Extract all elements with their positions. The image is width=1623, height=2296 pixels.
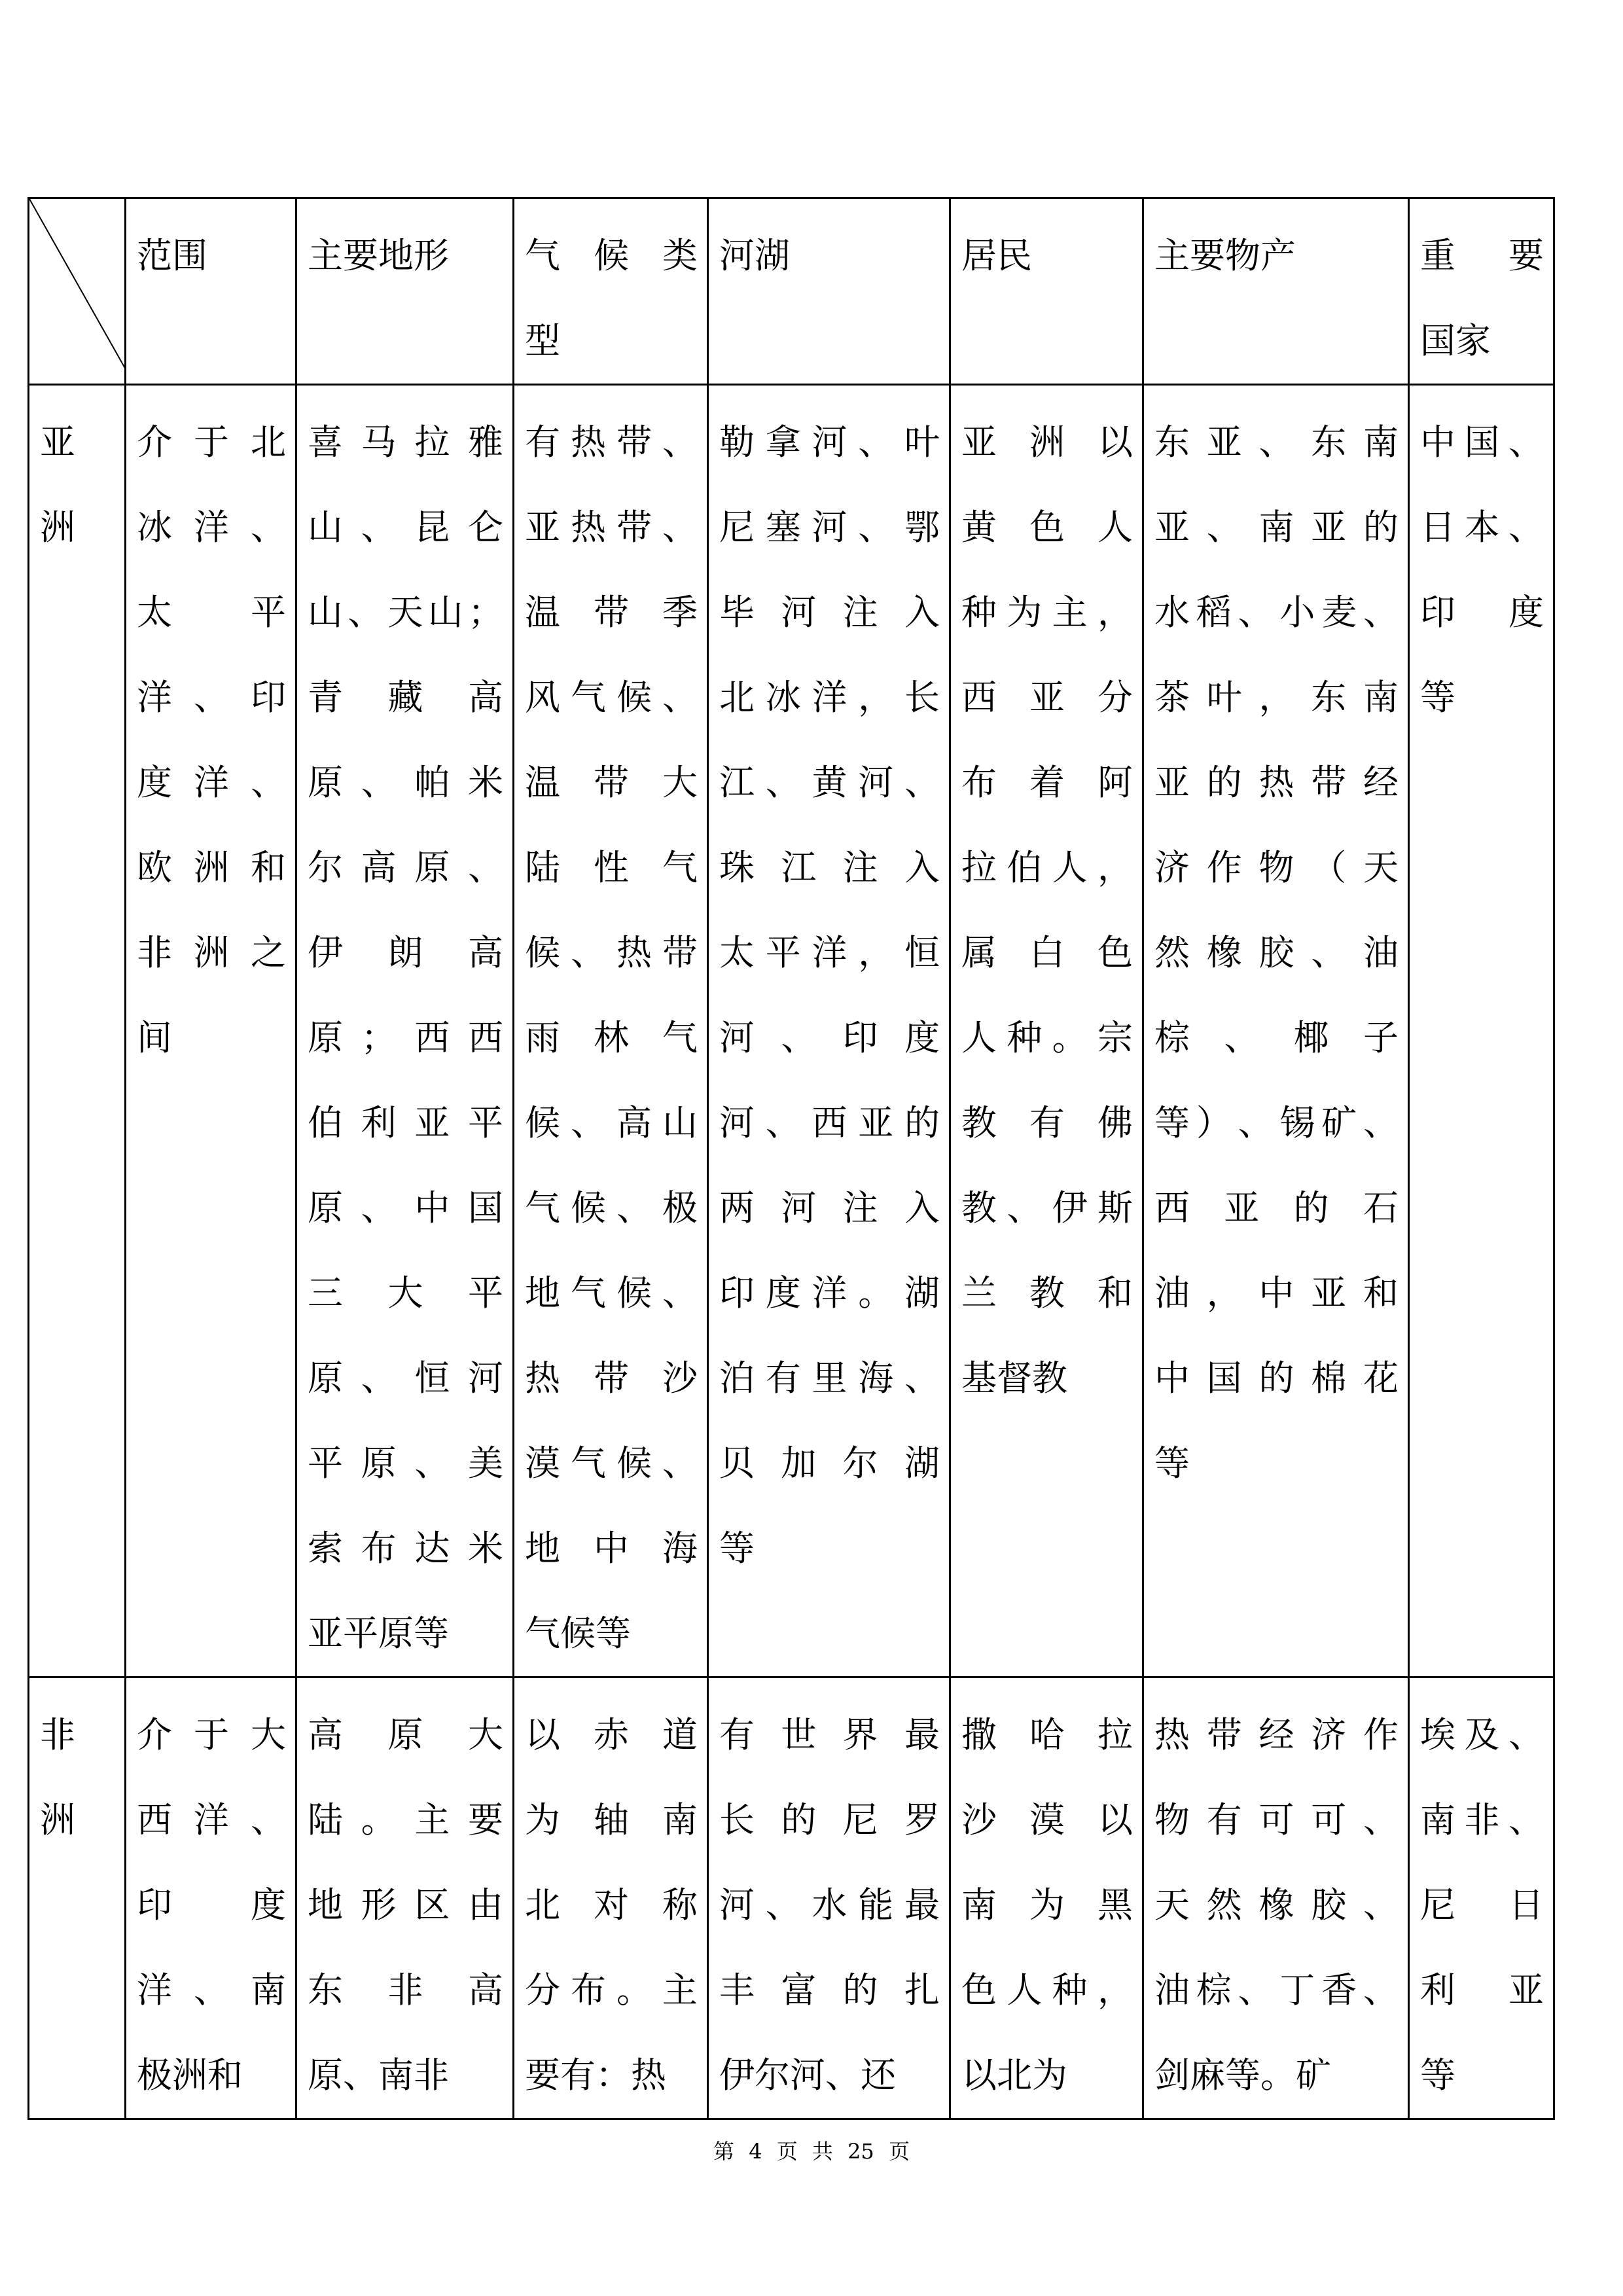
cell-text-line: 亚 热 带 、 [525,507,698,548]
cell-text-line: 印 度 洋 。 湖 [719,1272,940,1314]
cell-text-line: 种 为 主 ， [961,592,1133,633]
cell-text-line: 埃 及 、 [1420,1714,1544,1755]
cell-text-line: 为 轴 南 [525,1799,698,1840]
diagonal-line [29,199,126,370]
cell-text-line: 地 中 海 [525,1528,698,1569]
cell-text-line: 候 、 热 带 [525,932,698,973]
cell-text-line: 教 、 伊 斯 [961,1187,1133,1229]
cell-text-line: 伊 朗 高 [308,932,503,973]
cell-range [126,385,296,1677]
cell-text-line: 非 [40,1714,75,1755]
cell-text-line: 气 候 类 [525,235,698,276]
cell-climate [514,385,708,1677]
cell-text-line: 以 北 为 [961,2054,1067,2096]
cell-residents [950,1677,1143,2119]
cell-text-line: 河 、 西 亚 的 [719,1102,940,1143]
cell-text-line: 太 平 [137,592,286,633]
cell-text-line: 等 [719,1528,755,1569]
cell-text-line: 温 带 大 [525,762,698,803]
cell-text-line: 高 原 大 [308,1714,503,1755]
cell-text-line: 亚 [40,422,75,463]
cell-text-line: 两 河 注 入 [719,1187,940,1229]
cell-text-line: 间 [137,1017,172,1058]
cell-text-line: 东 亚 、 东 南 [1154,422,1399,463]
cell-text-line: 国 家 [1420,320,1491,361]
cell-text-line: 原 、 帕 米 [308,762,503,803]
cell-text-line: 极 洲 和 [137,2054,243,2096]
header-climate [514,198,708,385]
cell-text-line: 气 候 、 极 [525,1187,698,1229]
cell-text-line: 要 有 ： 热 [525,2054,666,2096]
cell-text-line: 气 候 等 [525,1613,631,1654]
cell-text-line: 伯 利 亚 平 [308,1102,503,1143]
cell-text-line: 原 、 恒 河 [308,1357,503,1399]
cell-text-line: 地 气 候 、 [525,1272,698,1314]
cell-text-line: 印 度 [1420,592,1544,633]
cell-text-line: 亚 平 原 等 [308,1613,449,1654]
cell-text-line: 洲 [40,1799,75,1840]
header-rivers [708,198,950,385]
cell-rivers [708,1677,950,2119]
cell-text-line: 拉 伯 人 ， [961,847,1133,888]
cell-text-line: 陆 。 主 要 [308,1799,503,1840]
cell-text-line: 原 、 中 国 [308,1187,503,1229]
cell-text-line: 重 要 [1420,235,1544,276]
header-range [126,198,296,385]
cell-text-line: 泊 有 里 海 、 [719,1357,940,1399]
cell-text-line: 太 平 洋 ， 恒 [719,932,940,973]
cell-text-line: 油 ， 中 亚 和 [1154,1272,1399,1314]
cell-text-line: 南 为 黑 [961,1884,1133,1926]
cell-text-line: 主 要 物 产 [1154,235,1296,276]
header-countries [1409,198,1554,385]
cell-text-line: 沙 漠 以 [961,1799,1133,1840]
cell-text-line: 山 、 天 山 ； [308,592,503,633]
cell-text-line: 洲 [40,507,75,548]
cell-text-line: 珠 江 注 入 [719,847,940,888]
cell-text-line: 欧 洲 和 [137,847,286,888]
cell-text-line: 等 [1420,2054,1455,2096]
cell-residents [950,385,1143,1677]
cell-text-line: 风 气 候 、 [525,677,698,718]
cell-text-line: 河 湖 [719,235,790,276]
cell-text-line: 漠 气 候 、 [525,1443,698,1484]
cell-text-line: 毕 河 注 入 [719,592,940,633]
cell-text-line: 索 布 达 米 [308,1528,503,1569]
cell-text-line: 勒 拿 河 、 叶 [719,422,940,463]
cell-text-line: 范 围 [137,235,207,276]
cell-text-line: 陆 性 气 [525,847,698,888]
cell-text-line: 河 、 水 能 最 [719,1884,940,1926]
cell-rivers [708,385,950,1677]
cell-text-line: 属 白 色 [961,932,1133,973]
cell-text-line: 地 形 区 由 [308,1884,503,1926]
table-row-africa [29,1677,1554,2119]
cell-continent [29,385,126,1677]
cell-text-line: 西 亚 的 石 [1154,1187,1399,1229]
cell-text-line: 中 国 、 [1420,422,1544,463]
cell-terrain [296,385,514,1677]
cell-text-line: 雨 林 气 [525,1017,698,1058]
cell-text-line: 北 冰 洋 ， 长 [719,677,940,718]
cell-text-line: 候 、 高 山 [525,1102,698,1143]
cell-text-line: 平 原 、 美 [308,1443,503,1484]
cell-text-line: 青 藏 高 [308,677,503,718]
cell-text-line: 原 、 南 非 [308,2054,449,2096]
cell-text-line: 有 热 带 、 [525,422,698,463]
header-row [29,198,1554,385]
cell-countries [1409,1677,1554,2119]
cell-text-line: 等 ） 、 锡 矿 、 [1154,1102,1399,1143]
cell-text-line: 贝 加 尔 湖 [719,1443,940,1484]
cell-text-line: 布 着 阿 [961,762,1133,803]
cell-text-line: 东 非 高 [308,1969,503,2011]
cell-text-line: 尔 高 原 、 [308,847,503,888]
cell-text-line: 西 亚 分 [961,677,1133,718]
cell-products [1143,1677,1409,2119]
cell-text-line: 兰 教 和 [961,1272,1133,1314]
page-number: 第 4 页 共 25 页 [713,2139,910,2164]
cell-text-line: 剑 麻 等 。 矿 [1154,2054,1331,2096]
cell-text-line: 水 稻 、 小 麦 、 [1154,592,1399,633]
cell-text-line: 尼 塞 河 、 鄂 [719,507,940,548]
cell-text-line: 茶 叶 ， 东 南 [1154,677,1399,718]
cell-text-line: 河 、 印 度 [719,1017,940,1058]
cell-text-line: 基 督 教 [961,1357,1067,1399]
cell-text-line: 丰 富 的 扎 [719,1969,940,2011]
cell-range [126,1677,296,2119]
cell-terrain [296,1677,514,2119]
cell-text-line: 教 有 佛 [961,1102,1133,1143]
cell-text-line: 亚 洲 以 [961,422,1133,463]
cell-text-line: 三 大 平 [308,1272,503,1314]
cell-text-line: 有 世 界 最 [719,1714,940,1755]
cell-text-line: 尼 日 [1420,1884,1544,1926]
cell-text-line: 亚 、 南 亚 的 [1154,507,1399,548]
cell-text-line: 江 、 黄 河 、 [719,762,940,803]
cell-text-line: 冰 洋 、 [137,507,286,548]
cell-text-line: 黄 色 人 [961,507,1133,548]
cell-text-line: 印 度 [137,1884,286,1926]
cell-text-line: 人 种 。 宗 [961,1017,1133,1058]
cell-text-line: 伊 尔 河 、 还 [719,2054,896,2096]
cell-text-line: 天 然 橡 胶 、 [1154,1884,1399,1926]
cell-text-line: 居 民 [961,235,1032,276]
cell-text-line: 度 洋 、 [137,762,286,803]
cell-products [1143,385,1409,1677]
cell-text-line: 长 的 尼 罗 [719,1799,940,1840]
cell-text-line: 北 对 称 [525,1884,698,1926]
cell-text-line: 热 带 经 济 作 [1154,1714,1399,1755]
cell-text-line: 物 有 可 可 、 [1154,1799,1399,1840]
cell-text-line: 等 [1154,1443,1190,1484]
cell-text-line: 然 橡 胶 、 油 [1154,932,1399,973]
cell-text-line: 喜 马 拉 雅 [308,422,503,463]
cell-text-line: 洋 、 南 [137,1969,286,2011]
cell-text-line: 分 布 。 主 [525,1969,698,2011]
header-products [1143,198,1409,385]
cell-text-line: 利 亚 [1420,1969,1544,2011]
cell-text-line: 型 [525,320,560,361]
cell-climate [514,1677,708,2119]
header-residents [950,198,1143,385]
cell-text-line: 棕 、 椰 子 [1154,1017,1399,1058]
cell-text-line: 等 [1420,677,1455,718]
geography-table [27,197,1555,2120]
cell-text-line: 色 人 种 ， [961,1969,1133,2011]
header-terrain [296,198,514,385]
diagonal-corner-cell [29,198,126,385]
cell-text-line: 非 洲 之 [137,932,286,973]
cell-text-line: 油 棕 、 丁 香 、 [1154,1969,1399,2011]
cell-text-line: 以 赤 道 [525,1714,698,1755]
cell-text-line: 撒 哈 拉 [961,1714,1133,1755]
cell-text-line: 亚 的 热 带 经 [1154,762,1399,803]
table-row-asia [29,385,1554,1677]
cell-text-line: 介 于 大 [137,1714,286,1755]
cell-text-line: 日 本 、 [1420,507,1544,548]
cell-text-line: 济 作 物 （ 天 [1154,847,1399,888]
cell-text-line: 介 于 北 [137,422,286,463]
cell-text-line: 西 洋 、 [137,1799,286,1840]
cell-text-line: 原 ； 西 西 [308,1017,503,1058]
cell-text-line: 热 带 沙 [525,1357,698,1399]
cell-text-line: 山 、 昆 仑 [308,507,503,548]
cell-text-line: 洋 、 印 [137,677,286,718]
cell-text-line: 主 要 地 形 [308,235,449,276]
cell-countries [1409,385,1554,1677]
cell-continent [29,1677,126,2119]
cell-text-line: 温 带 季 [525,592,698,633]
cell-text-line: 中 国 的 棉 花 [1154,1357,1399,1399]
cell-text-line: 南 非 、 [1420,1799,1544,1840]
